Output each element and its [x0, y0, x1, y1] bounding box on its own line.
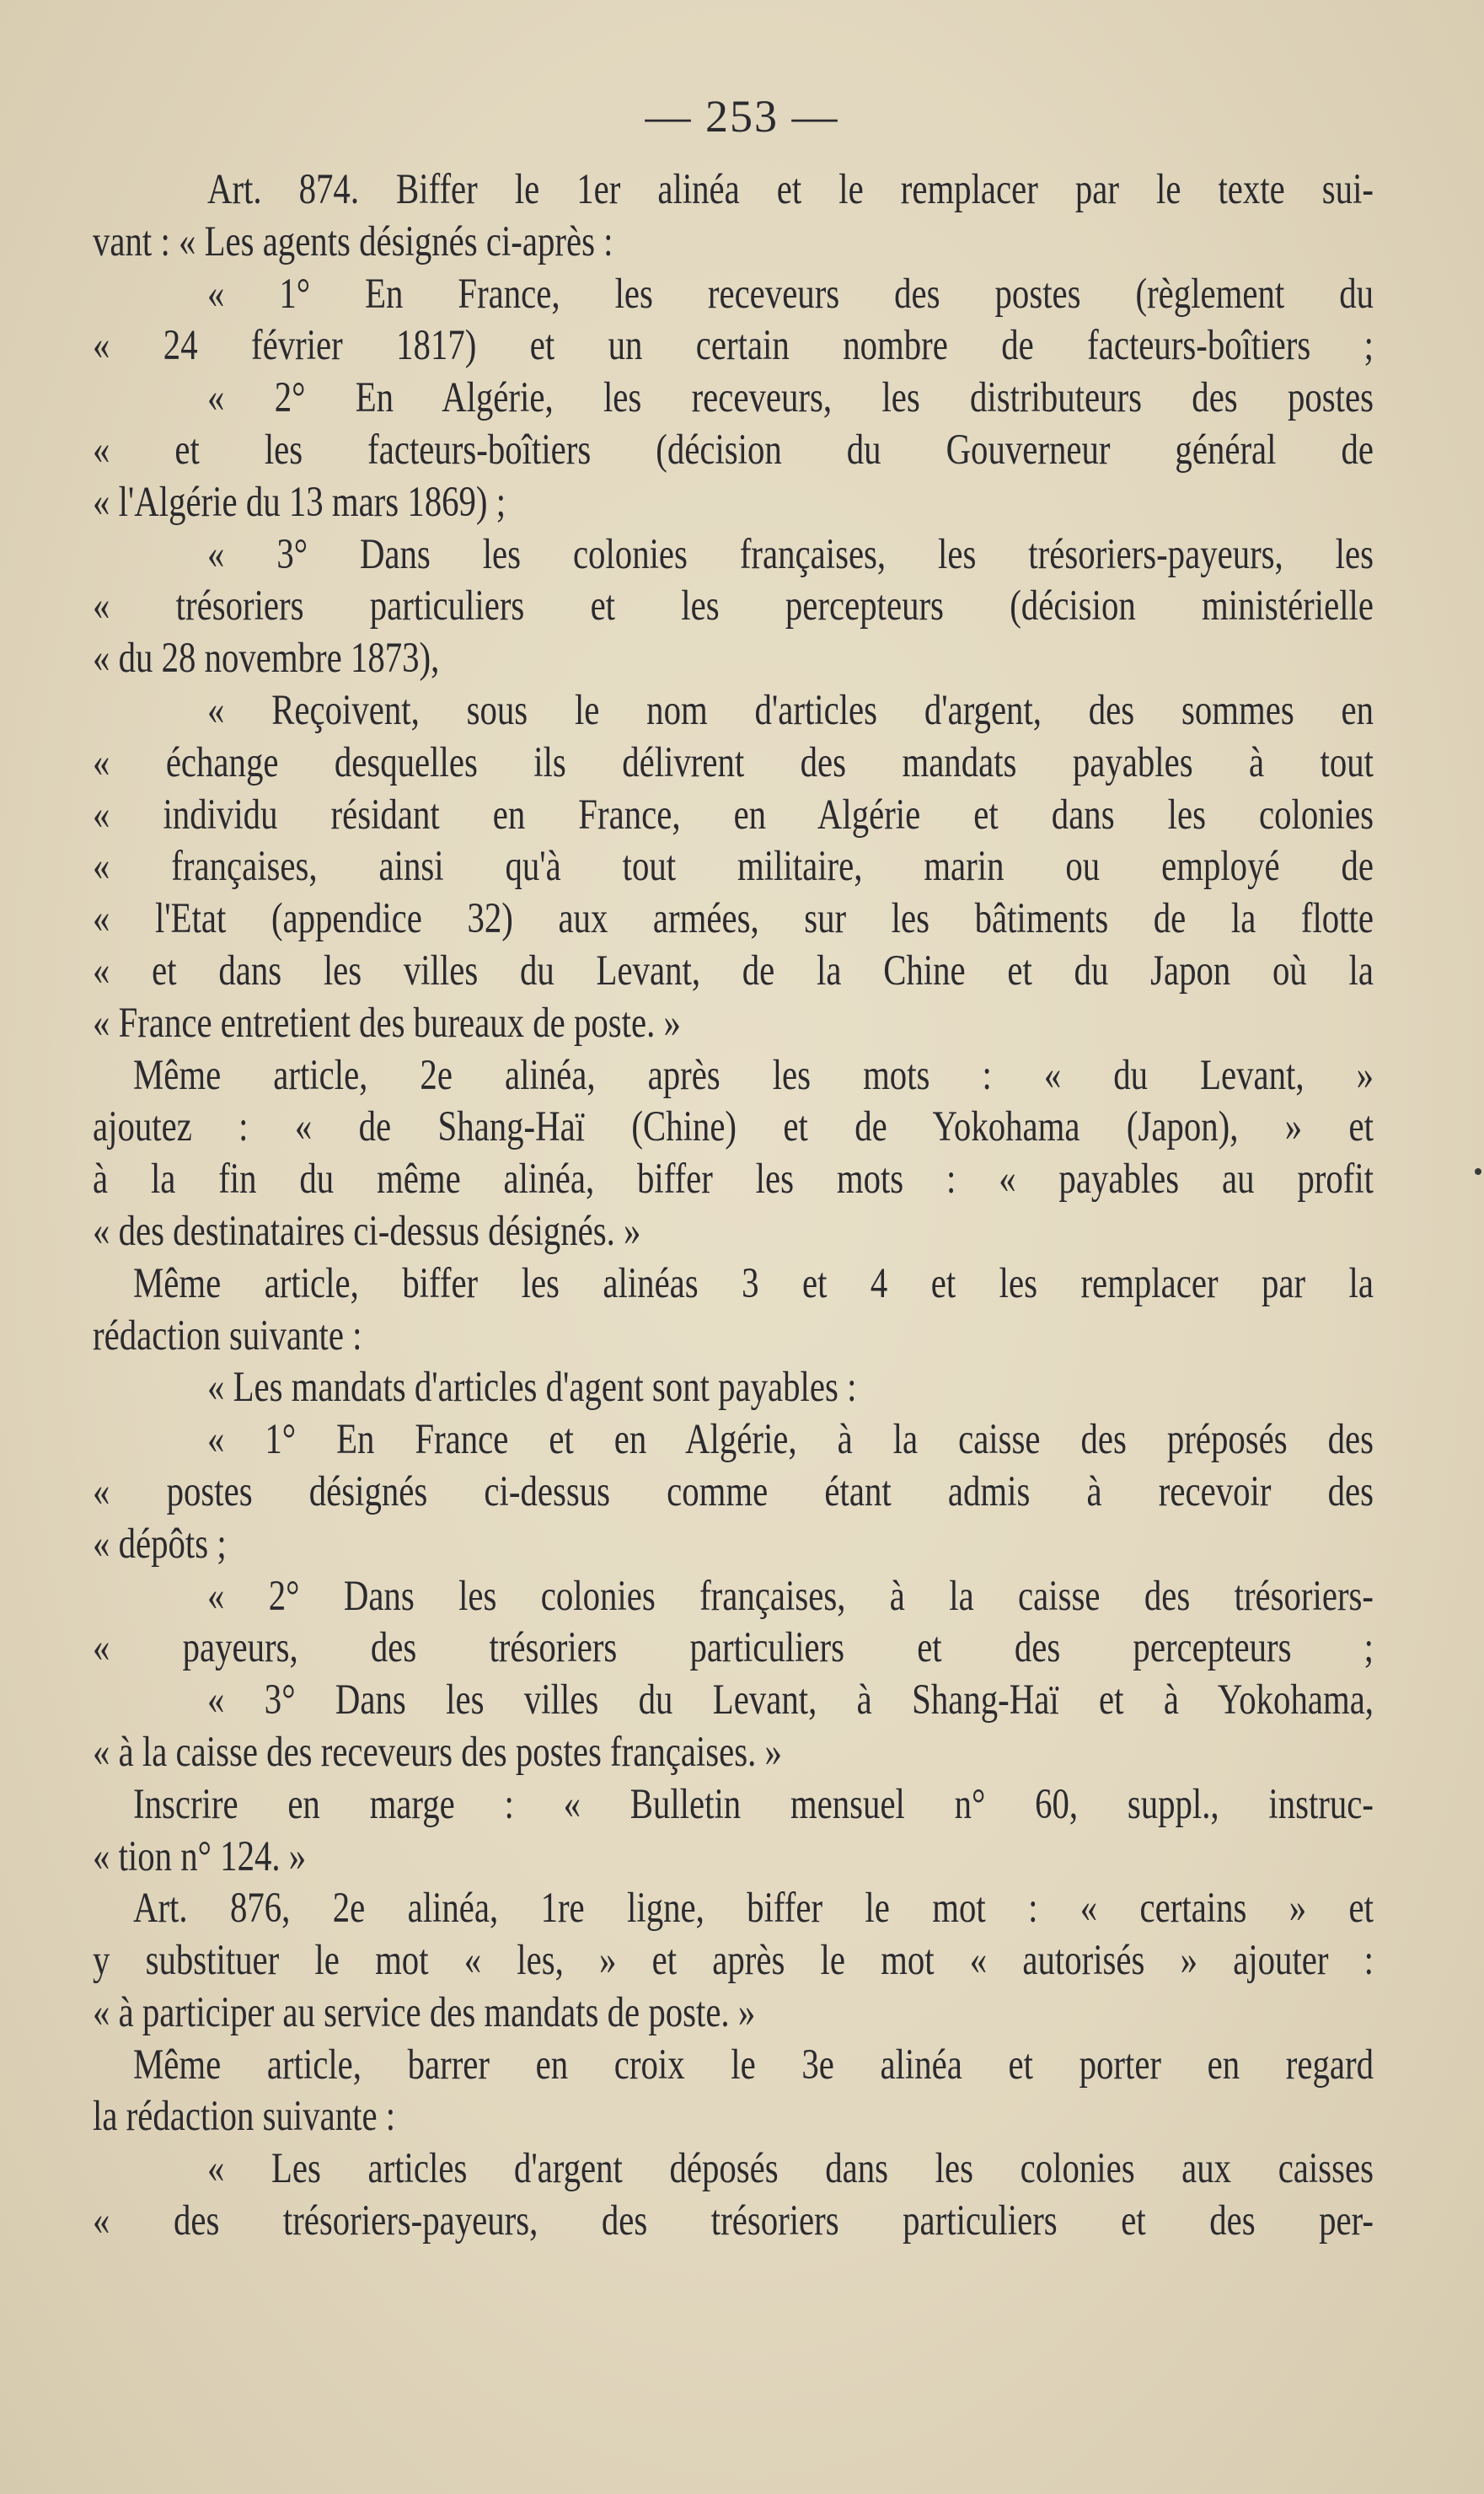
body-text	[93, 164, 1374, 2248]
text-line: « 3° Dans les villes du Levant, à Shang-Haï et à Yokohama,	[207, 1676, 1374, 1724]
text-line: rédaction suivante :	[93, 1311, 362, 1360]
text-line: Même article, 2e alinéa, après les mots : « du Levant, »	[133, 1051, 1374, 1099]
text-line: « l'Etat (appendice 32) aux armées, sur les bâtiments de la flotte	[93, 895, 1374, 943]
text-line: « 2° Dans les colonies françaises, à la caisse des trésoriers-	[207, 1572, 1374, 1620]
text-line: « à la caisse des receveurs des postes françaises. »	[93, 1728, 782, 1776]
text-line: « à participer au service des mandats de poste. »	[93, 1988, 756, 2036]
text-line: « 1° En France et en Algérie, à la caisse des préposés des	[207, 1416, 1374, 1464]
text-line: « payeurs, des trésoriers particuliers et des percepteurs ;	[93, 1624, 1374, 1672]
ink-speck	[1475, 1168, 1481, 1175]
text-line: « et les facteurs-boîtiers (décision du Gouverneur général de	[93, 426, 1374, 474]
text-line: Même article, biffer les alinéas 3 et 4 et les remplacer par la	[133, 1259, 1374, 1307]
text-line: « échange desquelles ils délivrent des mandats payables à tout	[93, 738, 1374, 786]
text-line: la rédaction suivante :	[93, 2093, 396, 2141]
text-line: « et dans les villes du Levant, de la Chine et du Japon où la	[93, 947, 1374, 995]
text-line: ajoutez : « de Shang-Haï (Chine) et de Yokohama (Japon), » et	[93, 1103, 1374, 1151]
text-line: « postes désignés ci-dessus comme étant admis à recevoir des	[93, 1467, 1374, 1515]
text-line: vant : « Les agents désignés ci-après :	[93, 217, 613, 265]
text-line: « trésoriers particuliers et les percepteurs (décision ministérielle	[93, 582, 1374, 630]
text-line: Art. 876, 2e alinéa, 1re ligne, biffer le mot : « certains » et	[133, 1885, 1374, 1933]
text-line: « du 28 novembre 1873),	[93, 635, 440, 683]
text-line: « des destinataires ci-dessus désignés. »	[93, 1207, 641, 1255]
text-line: « 2° En Algérie, les receveurs, les distributeurs des postes	[207, 374, 1374, 422]
text-line: « françaises, ainsi qu'à tout militaire, marin ou employé de	[93, 843, 1374, 891]
text-line: « dépôts ;	[93, 1520, 227, 1568]
text-line: y substituer le mot « les, » et après le mot « autorisés » ajouter :	[93, 1937, 1374, 1985]
text-line: « des trésoriers-payeurs, des trésoriers particuliers et des per-	[93, 2197, 1374, 2245]
text-line: à la fin du même alinéa, biffer les mots : « payables au profit	[93, 1156, 1374, 1204]
text-line: « France entretient des bureaux de poste. »	[93, 999, 681, 1047]
text-line: « 24 février 1817) et un certain nombre de facteurs-boîtiers ;	[93, 322, 1374, 370]
page-number: — 253 —	[645, 91, 839, 142]
text-line: « individu résidant en France, en Algérie et dans les colonies	[93, 791, 1374, 839]
text-line: « Reçoivent, sous le nom d'articles d'argent, des sommes en	[207, 686, 1374, 734]
text-line: « Les articles d'argent déposés dans les colonies aux caisses	[207, 2145, 1374, 2193]
text-line: « 1° En France, les receveurs des postes (règlement du	[207, 270, 1374, 318]
text-line: Inscrire en marge : « Bulletin mensuel n° 60, suppl., instruc-	[133, 1780, 1374, 1828]
text-line: « l'Algérie du 13 mars 1869) ;	[93, 478, 506, 526]
text-line: « Les mandats d'articles d'agent sont payables :	[207, 1364, 857, 1412]
text-line: « 3° Dans les colonies françaises, les trésoriers-payeurs, les	[207, 530, 1374, 578]
text-line: Art. 874. Biffer le 1er alinéa et le remplacer par le texte sui-	[207, 166, 1374, 213]
text-line: Même article, barrer en croix le 3e alinéa et porter en regard	[133, 2041, 1374, 2089]
text-line: « tion n° 124. »	[93, 1832, 307, 1880]
